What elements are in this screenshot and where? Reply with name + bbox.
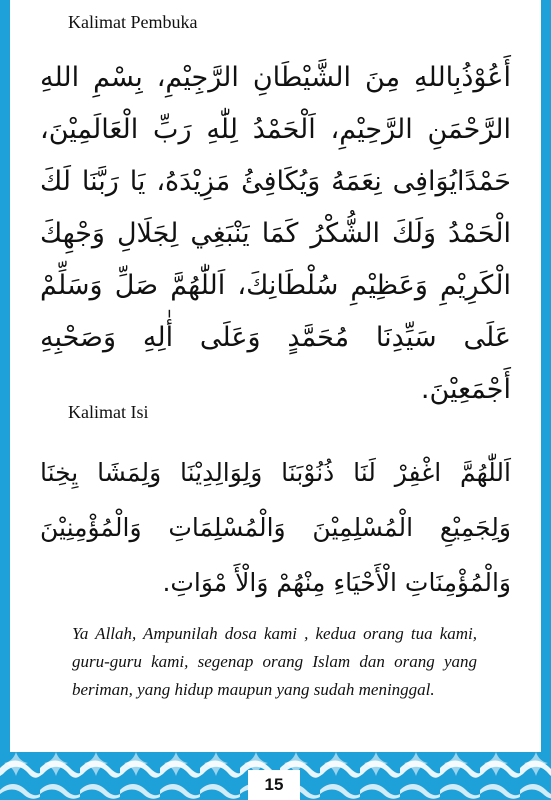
body-heading: Kalimat Isi xyxy=(68,402,149,422)
body-arabic-text: اَللّٰهُمَّ اغْفِرْ لَنَا ذُنُوْبَنَا وَلِوَالِدِيْنَا وَلِمَشَا يِخِنَا وَلِجَمِيْعِ الْمُسْلِمِيْنَ وَالْمُسْلِمَاتِ وَالْمُؤْمِنِيْنَ وَالْمُؤْمِنَاتِ الْأَحْيَاءِ مِنْهُمْ وَالْأَ مْوَاتِ. xyxy=(40,458,511,597)
opening-heading: Kalimat Pembuka xyxy=(68,12,198,32)
right-page-border xyxy=(541,0,551,760)
left-page-border xyxy=(0,0,10,760)
opening-arabic-text: أَعُوْذُبِاللهِ مِنَ الشَّيْطَانِ الرَّجِيْمِ، بِسْمِ اللهِ الرَّحْمَنِ الرَّحِيْمِ، اَلْحَمْدُ لِلّٰهِ رَبِّ الْعَالَمِيْنَ، حَمْدًايُوَافِى نِعَمَهُ وَيُكَافِئُ مَزِيْدَهُ، يَا رَبَّنَا لَكَ الْحَمْدُ وَلَكَ الشُّكْرُ كَمَا يَنْبَغِي لِجَلَالِ وَجْهِكَ الْكَرِيْمِ وَعَظِيْمِ سُلْطَانِكَ، اَللّٰهُمَّ صَلِّ وَسَلِّمْ عَلَى سَيِّدِنَا مُحَمَّدٍ وَعَلَى أٰلِهِ وَصَحْبِهِ أَجْمَعِيْنَ. xyxy=(40,62,511,405)
page-number: 15 xyxy=(248,770,300,800)
translation-text: Ya Allah, Ampunilah dosa kami , kedua orang tua kami, guru-guru kami, segenap orang Islam dan orang yang beriman, yang hidup maupun yang sudah meninggal. xyxy=(72,624,477,699)
